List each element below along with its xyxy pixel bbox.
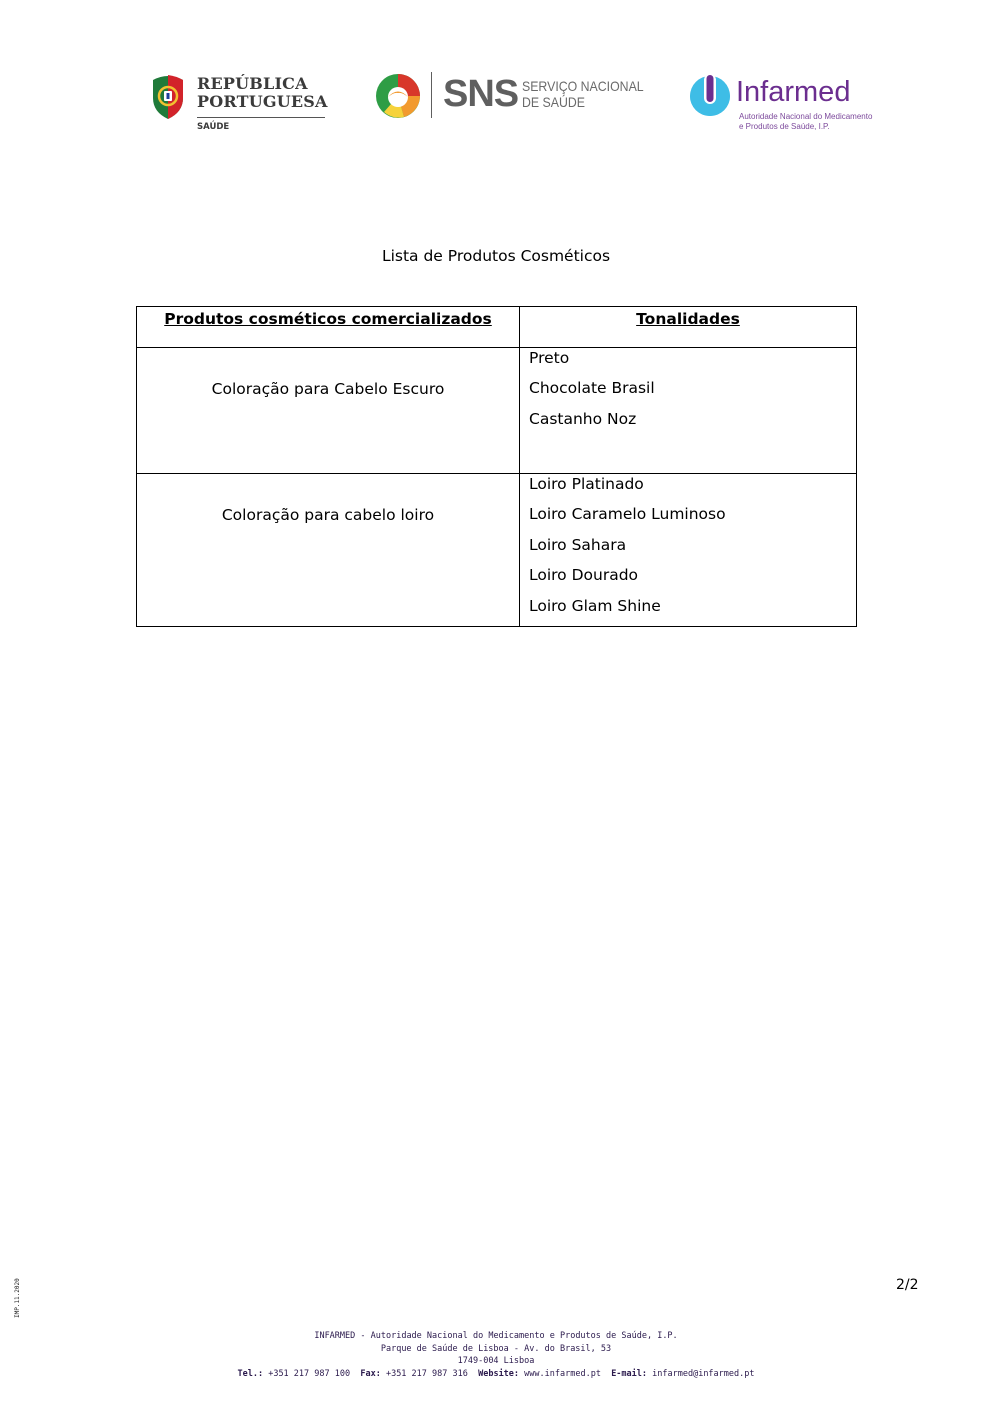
logo-divider [197, 117, 325, 118]
sns-divider [431, 72, 432, 118]
shade-item: Loiro Platinado [529, 475, 644, 493]
page-number: 2/2 [896, 1277, 919, 1293]
form-code: IMP.11.2020 [14, 1278, 21, 1318]
infarmed-wordmark: Infarmed [736, 76, 851, 108]
email-link[interactable]: infarmed@infarmed.pt [652, 1368, 755, 1379]
republica-portuguesa-logo [150, 72, 330, 134]
sns-logo [374, 70, 644, 122]
table-header-row [137, 307, 857, 348]
website-link[interactable]: www.infarmed.pt [524, 1368, 601, 1379]
table-row [137, 474, 857, 627]
sns-wordmark: SNS [443, 73, 519, 115]
shade-item: Chocolate Brasil [529, 379, 655, 398]
republica-portuguesa-wordmark: REPÚBLICA PORTUGUESA [197, 74, 328, 111]
header-shades: Tonalidades [520, 307, 857, 348]
footer-org: INFARMED - Autoridade Nacional do Medicamento e Produtos de Saúde, I.P. [314, 1331, 678, 1341]
product-cell: Coloração para cabelo loiro [137, 474, 520, 627]
shades-cell [520, 348, 857, 474]
sns-full-name: SERVIÇO NACIONAL DE SAÚDE [522, 78, 644, 110]
footer-contacts: Tel.: +351 217 987 100 Fax: +351 217 987 316 Website: www.infarmed.pt E-mail: infarmed@infarmed.pt [237, 1368, 755, 1379]
infarmed-logo [688, 70, 873, 134]
table-row [137, 348, 857, 474]
infarmed-tagline: Autoridade Nacional do Medicamento e Produtos de Saúde, I.P. [739, 112, 873, 131]
header-products: Produtos cosméticos comercializados [137, 307, 520, 348]
product-cell: Coloração para Cabelo Escuro [137, 348, 520, 474]
ministry-label: SAÚDE [197, 122, 230, 132]
footer-postcode: 1749-004 Lisboa [457, 1356, 535, 1367]
shade-item: Loiro Dourado [529, 566, 639, 585]
shade-item: Castanho Noz [529, 409, 637, 428]
sns-ring-icon [374, 72, 422, 120]
portugal-emblem-icon [150, 74, 186, 120]
shade-item: Preto [529, 349, 570, 367]
shade-item: Loiro Sahara [529, 535, 627, 554]
footer-address [0, 1330, 992, 1380]
footer-street: Parque de Saúde de Lisboa - Av. do Brasil, 53 [380, 1343, 612, 1354]
shade-item: Loiro Glam Shine [529, 596, 661, 615]
infarmed-symbol-icon [688, 74, 732, 118]
cosmetic-products-table [136, 306, 857, 627]
document-title: Lista de Produtos Cosméticos [381, 247, 611, 265]
shade-item: Loiro Caramelo Luminoso [529, 505, 726, 524]
shades-cell [520, 474, 857, 627]
